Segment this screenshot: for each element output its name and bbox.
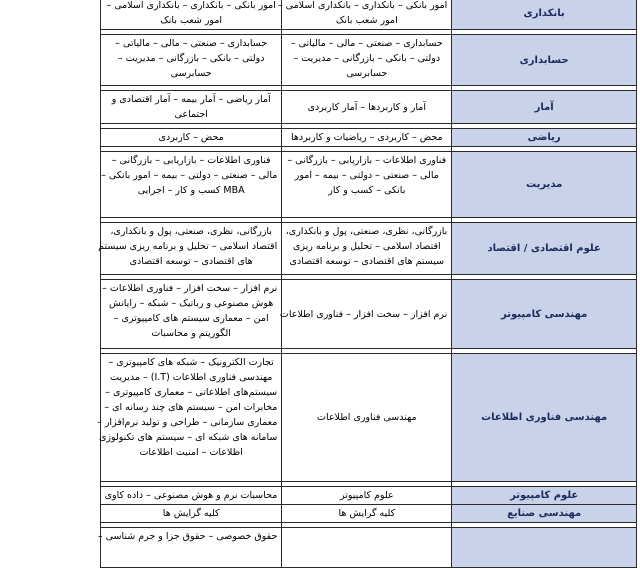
cell-line: امور بانکی – بانکداری – بانکداری اسلامی – [277,0,448,11]
cell-line: فناوری اطلاعات – بازاریابی – بازرگانی – [287,155,447,166]
bachelors-cell [101,35,282,86]
field-name-cell: ریاضی [452,129,637,147]
cell-line: مالی – صنعتی – دولتی – بیمه – امور [294,170,439,181]
table-row [101,91,637,124]
cell-line: امن – معماری سیستم های کامپیوتری – [113,313,269,324]
cell-line: بازرگانی، نظری، صنعتی، پول و بانکداری، [110,226,272,237]
cell-line: دولتی – بانکی – بازرگانی – مدیریت – [293,53,441,64]
field-name-cell [452,528,637,568]
masters-cell [282,129,452,147]
cell-line: حسابداری – صنعتی – مالی – مالیاتی – [290,38,443,49]
cell-line: سیستم‌های اطلاعاتی – معماری کامپیوتری – [105,387,278,398]
cell-line: کلیه گرایش ها [162,508,220,519]
table-row [101,35,637,86]
bachelors-cell [101,505,282,523]
cell-line: تجارت الکترونیک – شبکه های کامپیوتری – [108,357,274,368]
table-row [101,280,637,349]
table-row [101,0,637,30]
cell-line: امور شعب بانک [335,15,398,26]
cell-line: اقتصاد اسلامی – تحلیل و برنامه ریزی [292,241,441,252]
cell-line: مالی – صنعتی – دولتی – بیمه – امور بانکی – [101,170,278,181]
cell-line: نرم افزار – سخت افزار – فناوری اطلاعات – [102,283,278,294]
cell-line: دولتی – بانکی – بازرگانی – مدیریت – [117,53,265,64]
table-row [101,129,637,147]
cell-line: اجتماعی [174,109,208,120]
cell-line: مهندسی فناوری اطلاعات (I.T) – مدیریت [110,372,273,383]
cell-line: امور شعب بانک [160,15,223,26]
cell-line: حسابرسی [170,68,212,79]
fields-table-body [97,0,637,568]
cell-line: کلیه گرایش ها [338,508,396,519]
bachelors-cell [101,152,282,218]
cell-line: آمار ریاضی – آمار بیمه – آمار اقتصادی و [111,94,271,105]
fields-table [97,0,637,568]
cell-line: حسابداری – صنعتی – مالی – مالیاتی – [115,38,268,49]
cell-line: حقوق خصوصی – حقوق جزا و جرم شناسی – [97,531,278,542]
bachelors-cell [97,528,282,568]
field-name-cell: علوم کامپیوتر [452,487,637,505]
field-name-cell: آمار [452,91,637,124]
field-name-cell: مهندسی کامپیوتر [452,280,637,349]
masters-cell [282,487,452,505]
cell-line: MBA کسب و کار – اجرایی [137,185,245,196]
field-name-cell: مدیریت [452,152,637,218]
field-name-cell: حسابداری [452,35,637,86]
cell-line: امور بانکی – بانکداری – بانکداری اسلامی – [106,0,276,11]
cell-line: محض – کاربردی [158,132,224,143]
cell-line: هوش مصنوعی و رباتیک – شبکه – رایانش [109,298,274,309]
bachelors-cell [101,280,282,349]
cell-line: بانکی – کسب و کار [328,185,406,196]
table-row [101,354,637,482]
masters-cell [277,0,452,30]
cell-line: الگوریتم و محاسبات [151,328,231,339]
bachelors-cell [101,487,282,505]
masters-cell [282,528,452,568]
field-name-cell: مهندسی فناوری اطلاعات [452,354,637,482]
cell-line: معماری سازمانی – طراحی و تولید نرم‌افزار – [97,417,278,428]
cell-line: سامانه های شبکه ای – سیستم های تکنولوژی [98,432,278,443]
field-name-cell: بانکداری [452,0,637,30]
bachelors-cell [101,129,282,147]
cell-line: فناوری اطلاعات – بازاریابی – بازرگانی – [111,155,271,166]
masters-cell [279,280,452,349]
cell-line: اقتصاد اسلامی – تحلیل و برنامه ریزی سیستم [98,241,278,252]
bachelors-cell [101,0,282,30]
masters-cell [282,223,452,275]
cell-line: مخابرات امن – سیستم های چند رسانه ای – [104,402,278,413]
cell-line: بازرگانی، نظری، صنعتی، پول و بانکداری، [285,226,448,237]
cell-line: محاسبات نرم و هوش مصنوعی – داده کاوی [104,490,278,501]
bachelors-cell [98,223,282,275]
cell-line: محض – کاربردی – ریاضیات و کاربردها [291,132,443,143]
table-row [101,223,637,275]
cell-line: مهندسی فناوری اطلاعات [317,412,417,423]
table-row [101,152,637,218]
cell-line: حسابرسی [346,68,388,79]
table-row [101,487,637,505]
cell-line: نرم افزار – سخت افزار – فناوری اطلاعات [279,308,448,320]
field-name-cell: علوم اقتصادی / اقتصاد [452,223,637,275]
table-row [101,505,637,523]
masters-cell [282,35,452,86]
bachelors-cell [101,91,282,124]
cell-line: آمار و کاربردها – آمار کاربردی [307,101,427,113]
cell-line: سیستم های اقتصادی – توسعه اقتصادی [289,256,445,267]
cell-line: های اقتصادی – توسعه اقتصادی [129,256,253,267]
masters-cell [282,354,452,482]
masters-cell [282,91,452,124]
masters-cell [282,505,452,523]
cell-line: اطلاعات – امنیت اطلاعات [139,447,243,458]
field-name-cell: مهندسی صنایع [452,505,637,523]
cell-line: علوم کامپیوتر [339,490,394,501]
table-row [101,528,637,568]
bachelors-cell [97,354,282,482]
masters-cell [282,152,452,218]
